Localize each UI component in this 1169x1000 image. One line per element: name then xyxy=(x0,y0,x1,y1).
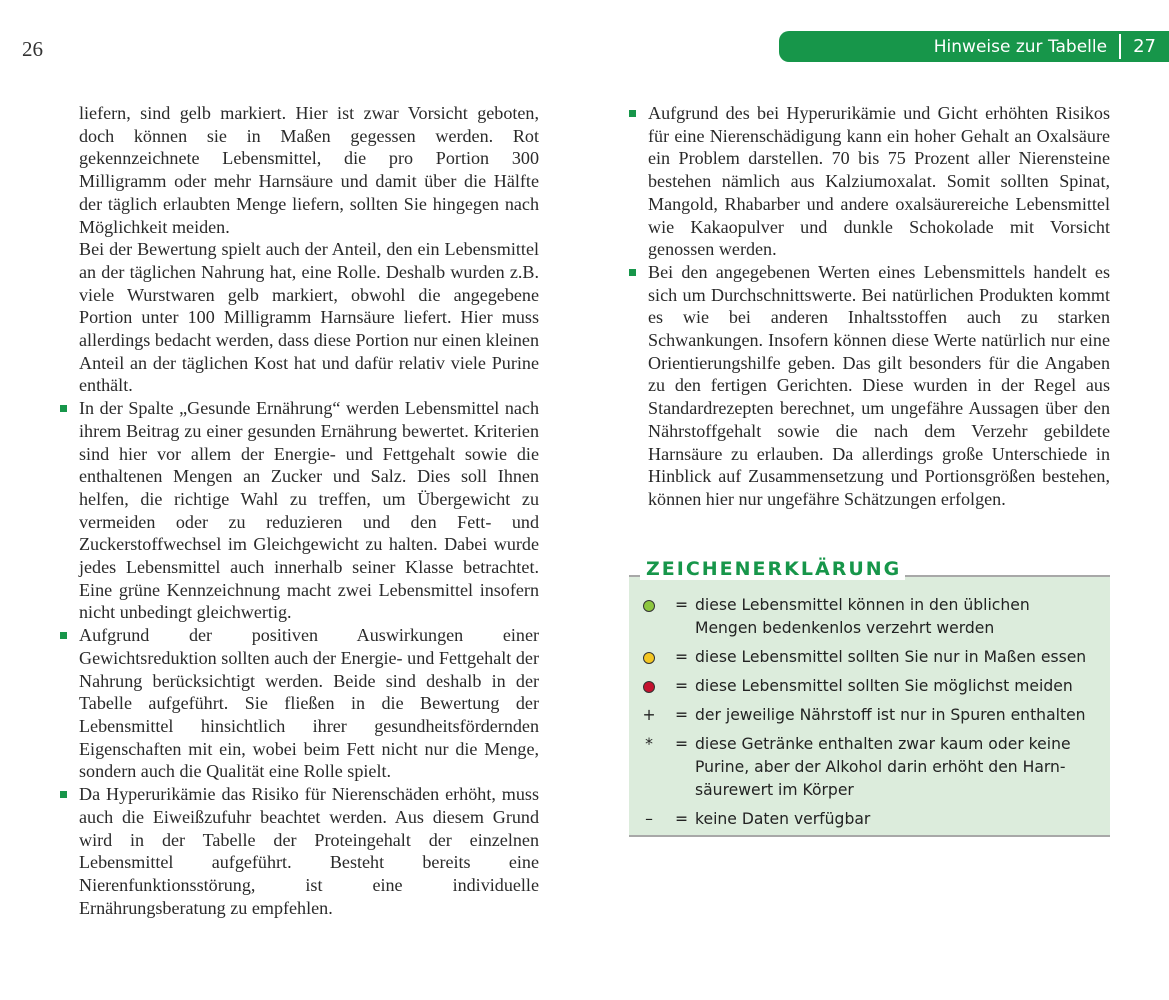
legend-equals: = xyxy=(675,596,689,614)
section-title: Hinweise zur Tabelle xyxy=(933,36,1108,57)
legend-text xyxy=(695,704,1105,727)
green-dot-icon xyxy=(643,600,655,612)
bullet-paragraph: In der Spalte „Gesunde Ernährung“ werden Lebensmittel nach ihrem Beitrag zu einer gesunden Ernährung bewertet. Kriterien sind hier vor allem der Energie- und Fettgehalt sowie die enthaltenen Mengen an Zucker und Salz. Dies soll Ihnen helfen, die richtige Wahl zu treffen, um Übergewicht zu vermeiden oder zu reduzieren und den Fett- und Zuckerstoffwechsel im Gleichgewicht zu halten. Dabei wurde jedes Lebensmittel auch innerhalb seiner Klasse betrachtet. Eine grüne Kennzeichnung macht zwei Lebensmittel insofern nicht unbedingt gleichwertig. xyxy=(59,397,539,624)
yellow-dot-icon xyxy=(643,652,655,664)
legend-equals: = xyxy=(675,648,689,666)
legend-text xyxy=(695,675,1105,698)
red-dot-icon xyxy=(643,681,655,693)
right-text-column xyxy=(628,102,1110,511)
legend-text xyxy=(695,594,1105,640)
legend-equals: = xyxy=(675,677,689,695)
legend-equals: = xyxy=(675,810,689,828)
legend-symbol xyxy=(641,594,657,619)
legend-title: ZEICHENERKLÄRUNG xyxy=(640,558,905,580)
legend-text-line: säurewert im Körper xyxy=(695,781,854,799)
legend-text-line: Mengen bedenkenlos verzehrt werden xyxy=(695,619,995,637)
section-header-bar xyxy=(779,31,1169,62)
legend-symbol xyxy=(641,675,657,700)
paragraph: Bei der Bewertung spielt auch der Anteil, den ein Lebensmittel an der täglichen Nahrung hat, eine Rolle. Deshalb wurden z.B. viele Wurstwaren gelb markiert, obwohl die angegebene Portion unter 100 Milligramm Harnsäure liefert. Hier muss allerdings bedacht werden, dass diese Portion nur einen kleinen Anteil an der täglichen Kost hat und dafür relativ viele Purine enthält. xyxy=(79,239,539,396)
legend-symbol: * xyxy=(645,735,653,753)
legend-equals: = xyxy=(675,706,689,724)
page-number-right: 27 xyxy=(1133,36,1156,57)
legend-text-line: der jeweilige Nährstoff ist nur in Spuren enthalten xyxy=(695,706,1086,724)
legend-equals: = xyxy=(675,735,689,753)
legend-text-line: Purine, aber der Alkohol darin erhöht den Harn- xyxy=(695,758,1066,776)
legend-text-line: diese Lebensmittel sollten Sie nur in Maßen essen xyxy=(695,648,1087,666)
left-text-column xyxy=(59,102,539,919)
legend-text xyxy=(695,646,1105,669)
paragraph: liefern, sind gelb markiert. Hier ist zwar Vorsicht geboten, doch können sie in Maßen gegessen werden. Rot gekennzeichnete Lebensmittel, die pro Portion 300 Milligramm oder mehr Harnsäure und damit über die Hälfte der täglich erlaubten Menge liefern, sollten Sie hingegen nach Möglichkeit meiden. xyxy=(79,103,539,237)
legend-symbol: + xyxy=(642,706,656,724)
legend-text-line: diese Getränke enthalten zwar kaum oder keine xyxy=(695,735,1071,753)
legend-text xyxy=(695,808,1105,831)
header-divider xyxy=(1119,34,1121,59)
bullet-paragraph: Da Hyperurikämie das Risiko für Nierenschäden erhöht, muss auch die Eiweißzufuhr beachtet werden. Aus diesem Grund wird in der Tabelle der Proteingehalt der einzelnen Lebensmittel aufgeführt. Besteht bereits eine Nierenfunktionsstörung, ist eine individuelle Ernährungsberatung zu empfehlen. xyxy=(59,783,539,919)
bullet-paragraph: Bei den angegebenen Werten eines Lebensmittels handelt es sich um Durchschnittswerte. Bei natürlichen Produkten kommt es wie bei anderen Inhaltsstoffen auch zu starken Schwankungen. Insofern können diese Werte natürlich nur eine Orientierungshilfe geben. Das gilt besonders für die Angaben zu den fertigen Gerichten. Diese wurden in der Regel aus Standardrezepten berechnet, um ungefähre Aussagen über den Nährstoffgehalt sowie die nach dem Verzehr gebildete Harnsäure zu erlauben. Da allerdings große Unterschiede in Hinblick auf Zusammensetzung und Portionsgrößen bestehen, können hier nur ungefähre Schätzungen erfolgen. xyxy=(628,261,1110,511)
legend-text-line: diese Lebensmittel können in den üblichen xyxy=(695,596,1030,614)
legend-symbol: – xyxy=(645,810,653,828)
legend-text xyxy=(695,733,1105,802)
legend-text-line: diese Lebensmittel sollten Sie möglichst meiden xyxy=(695,677,1073,695)
page-number-left: 26 xyxy=(22,37,43,61)
bullet-paragraph: Aufgrund der positiven Auswirkungen einer Gewichtsreduktion sollten auch der Energie- und Fettgehalt der Nahrung berücksichtigt werden. Beide sind deshalb in der Tabelle aufgeführt. Sie fließen in die Bewertung der Lebensmittel hinsichtlich ihrer gesundheitsfördernden Eigenschaften mit ein, wobei beim Fett nicht nur die Menge, sondern auch die Qualität eine Rolle spielt. xyxy=(59,624,539,783)
legend-symbol xyxy=(641,646,657,671)
legend-text-line: keine Daten verfügbar xyxy=(695,810,871,828)
bullet-paragraph: Aufgrund des bei Hyperurikämie und Gicht erhöhten Risikos für eine Nierenschädigung kann ein hoher Gehalt an Oxalsäure ein Problem darstellen. 70 bis 75 Prozent aller Nierensteine bestehen nämlich aus Kalziumoxalat. Somit sollten Spinat, Mangold, Rhabarber und andere oxalsäurereiche Lebensmittel wie Kakaopulver und dunkle Schokolade mit Vorsicht genossen werden. xyxy=(628,102,1110,261)
